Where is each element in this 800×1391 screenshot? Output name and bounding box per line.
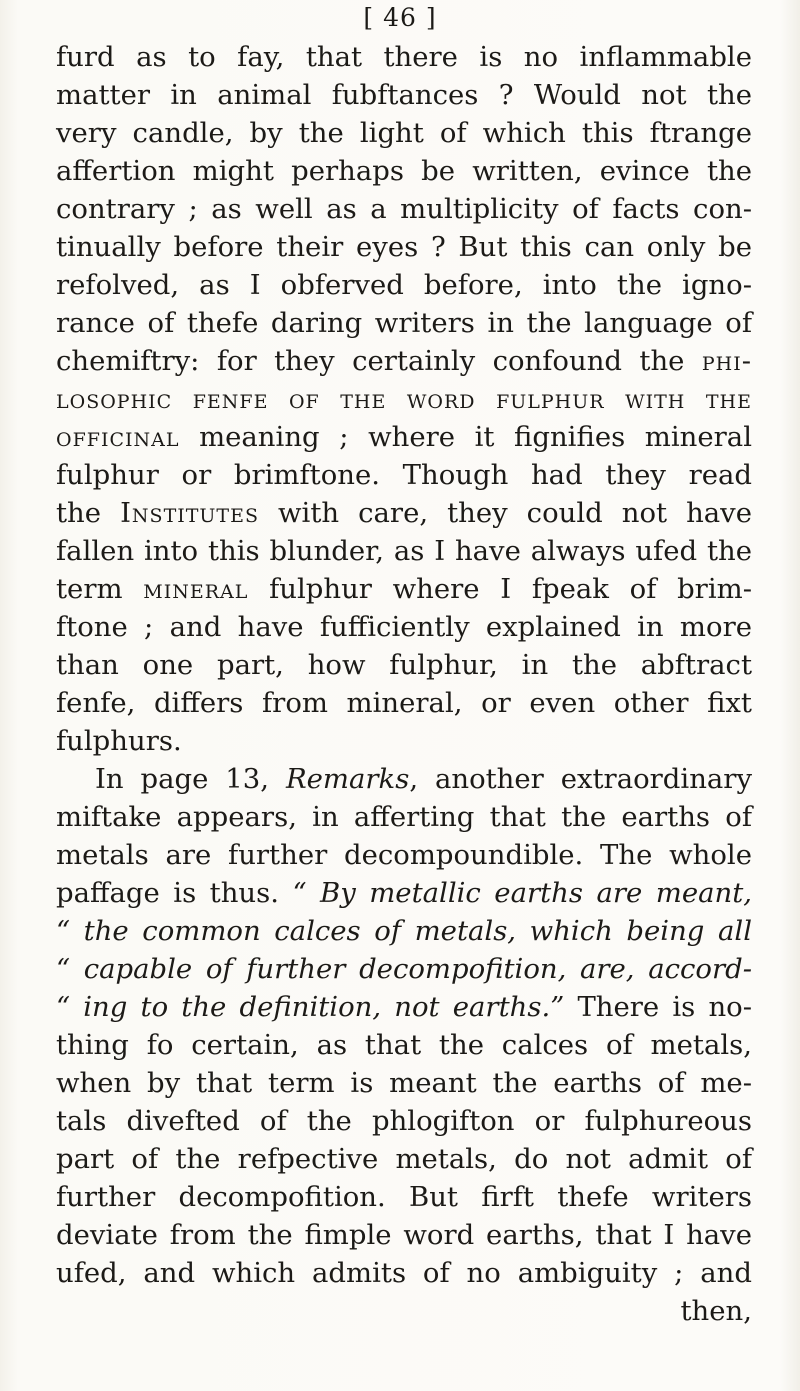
text-span: fulphur where I fpeak of brim- [269, 573, 752, 605]
text-span: losophic fenfe of the word fulphur with the [56, 383, 752, 415]
text-line: fallen into this blunder, as I have always ufed the [56, 535, 752, 567]
italic-word: Remarks [285, 763, 410, 795]
text-span: There is no- [577, 991, 753, 1023]
text-span: chemiftry: for they certainly confound the [56, 345, 685, 377]
text-line: tinually before their eyes ? But this can only be [56, 231, 752, 263]
text-line: fulphur or brimftone. Though had they read [56, 459, 752, 491]
text-span: the [56, 497, 102, 529]
text-line: rance of thefe daring writers in the language of [56, 307, 752, 339]
text-line: tals divefted of the phlogifton or fulphureous [56, 1105, 752, 1137]
text-line: “ capable of further decompofition, are, accord- [56, 953, 752, 985]
text-line: metals are further decompoundible. The whole [56, 839, 752, 871]
text-line [56, 570, 752, 608]
text-line [56, 988, 752, 1026]
text-line [56, 874, 752, 912]
text-line: ftone ; and have fufficiently explained in more [56, 611, 752, 643]
text-line: further decompofition. But firft thefe writers [56, 1181, 752, 1213]
text-line: matter in animal fubftances ? Would not the [56, 79, 752, 111]
italic-quote: “ ing to the definition, not earths.” [56, 991, 565, 1023]
text-line [56, 494, 752, 532]
text-line [56, 418, 752, 456]
page-number-header: [ 46 ] [363, 3, 437, 32]
small-caps-word: officinal [56, 421, 180, 453]
small-caps-word: phi- [701, 345, 752, 377]
text-line: deviate from the fimple word earths, that I have [56, 1219, 752, 1251]
text-line: ufed, and which admits of no ambiguity ; and [56, 1257, 752, 1289]
text-line: miftake appears, in afferting that the earths of [56, 801, 752, 833]
small-caps-word: Institutes [120, 497, 259, 529]
text-line: fulphurs. [56, 725, 182, 757]
catchword: then, [680, 1295, 752, 1327]
text-line: furd as to fay, that there is no inflammable [56, 41, 752, 73]
text-line [56, 342, 752, 380]
text-line: part of the refpective metals, do not admit of [56, 1143, 752, 1175]
small-caps-word: mineral [143, 573, 249, 605]
text-line: affertion might perhaps be written, evince the [56, 155, 752, 187]
text-span: meaning ; where it fignifies mineral [199, 421, 752, 453]
italic-quote: “ By metallic earths are meant, [292, 877, 752, 909]
text-line: contrary ; as well as a multiplicity of facts con- [56, 193, 752, 225]
text-line [56, 380, 752, 418]
text-span: paffage is thus. [56, 877, 279, 909]
text-span: In page 13, [95, 763, 270, 795]
text-line: fenfe, differs from mineral, or even other fixt [56, 687, 752, 719]
text-line: thing fo certain, as that the calces of metals, [56, 1029, 752, 1061]
text-line [95, 760, 752, 798]
text-line: than one part, how fulphur, in the abftract [56, 649, 752, 681]
text-line: when by that term is meant the earths of me- [56, 1067, 752, 1099]
text-span: , another extraordinary [409, 763, 752, 795]
text-span: with care, they could not have [278, 497, 752, 529]
text-line: “ the common calces of metals, which being all [56, 915, 752, 947]
text-span: term [56, 573, 123, 605]
text-line: very candle, by the light of which this ftrange [56, 117, 752, 149]
text-line: refolved, as I obferved before, into the igno- [56, 269, 752, 301]
